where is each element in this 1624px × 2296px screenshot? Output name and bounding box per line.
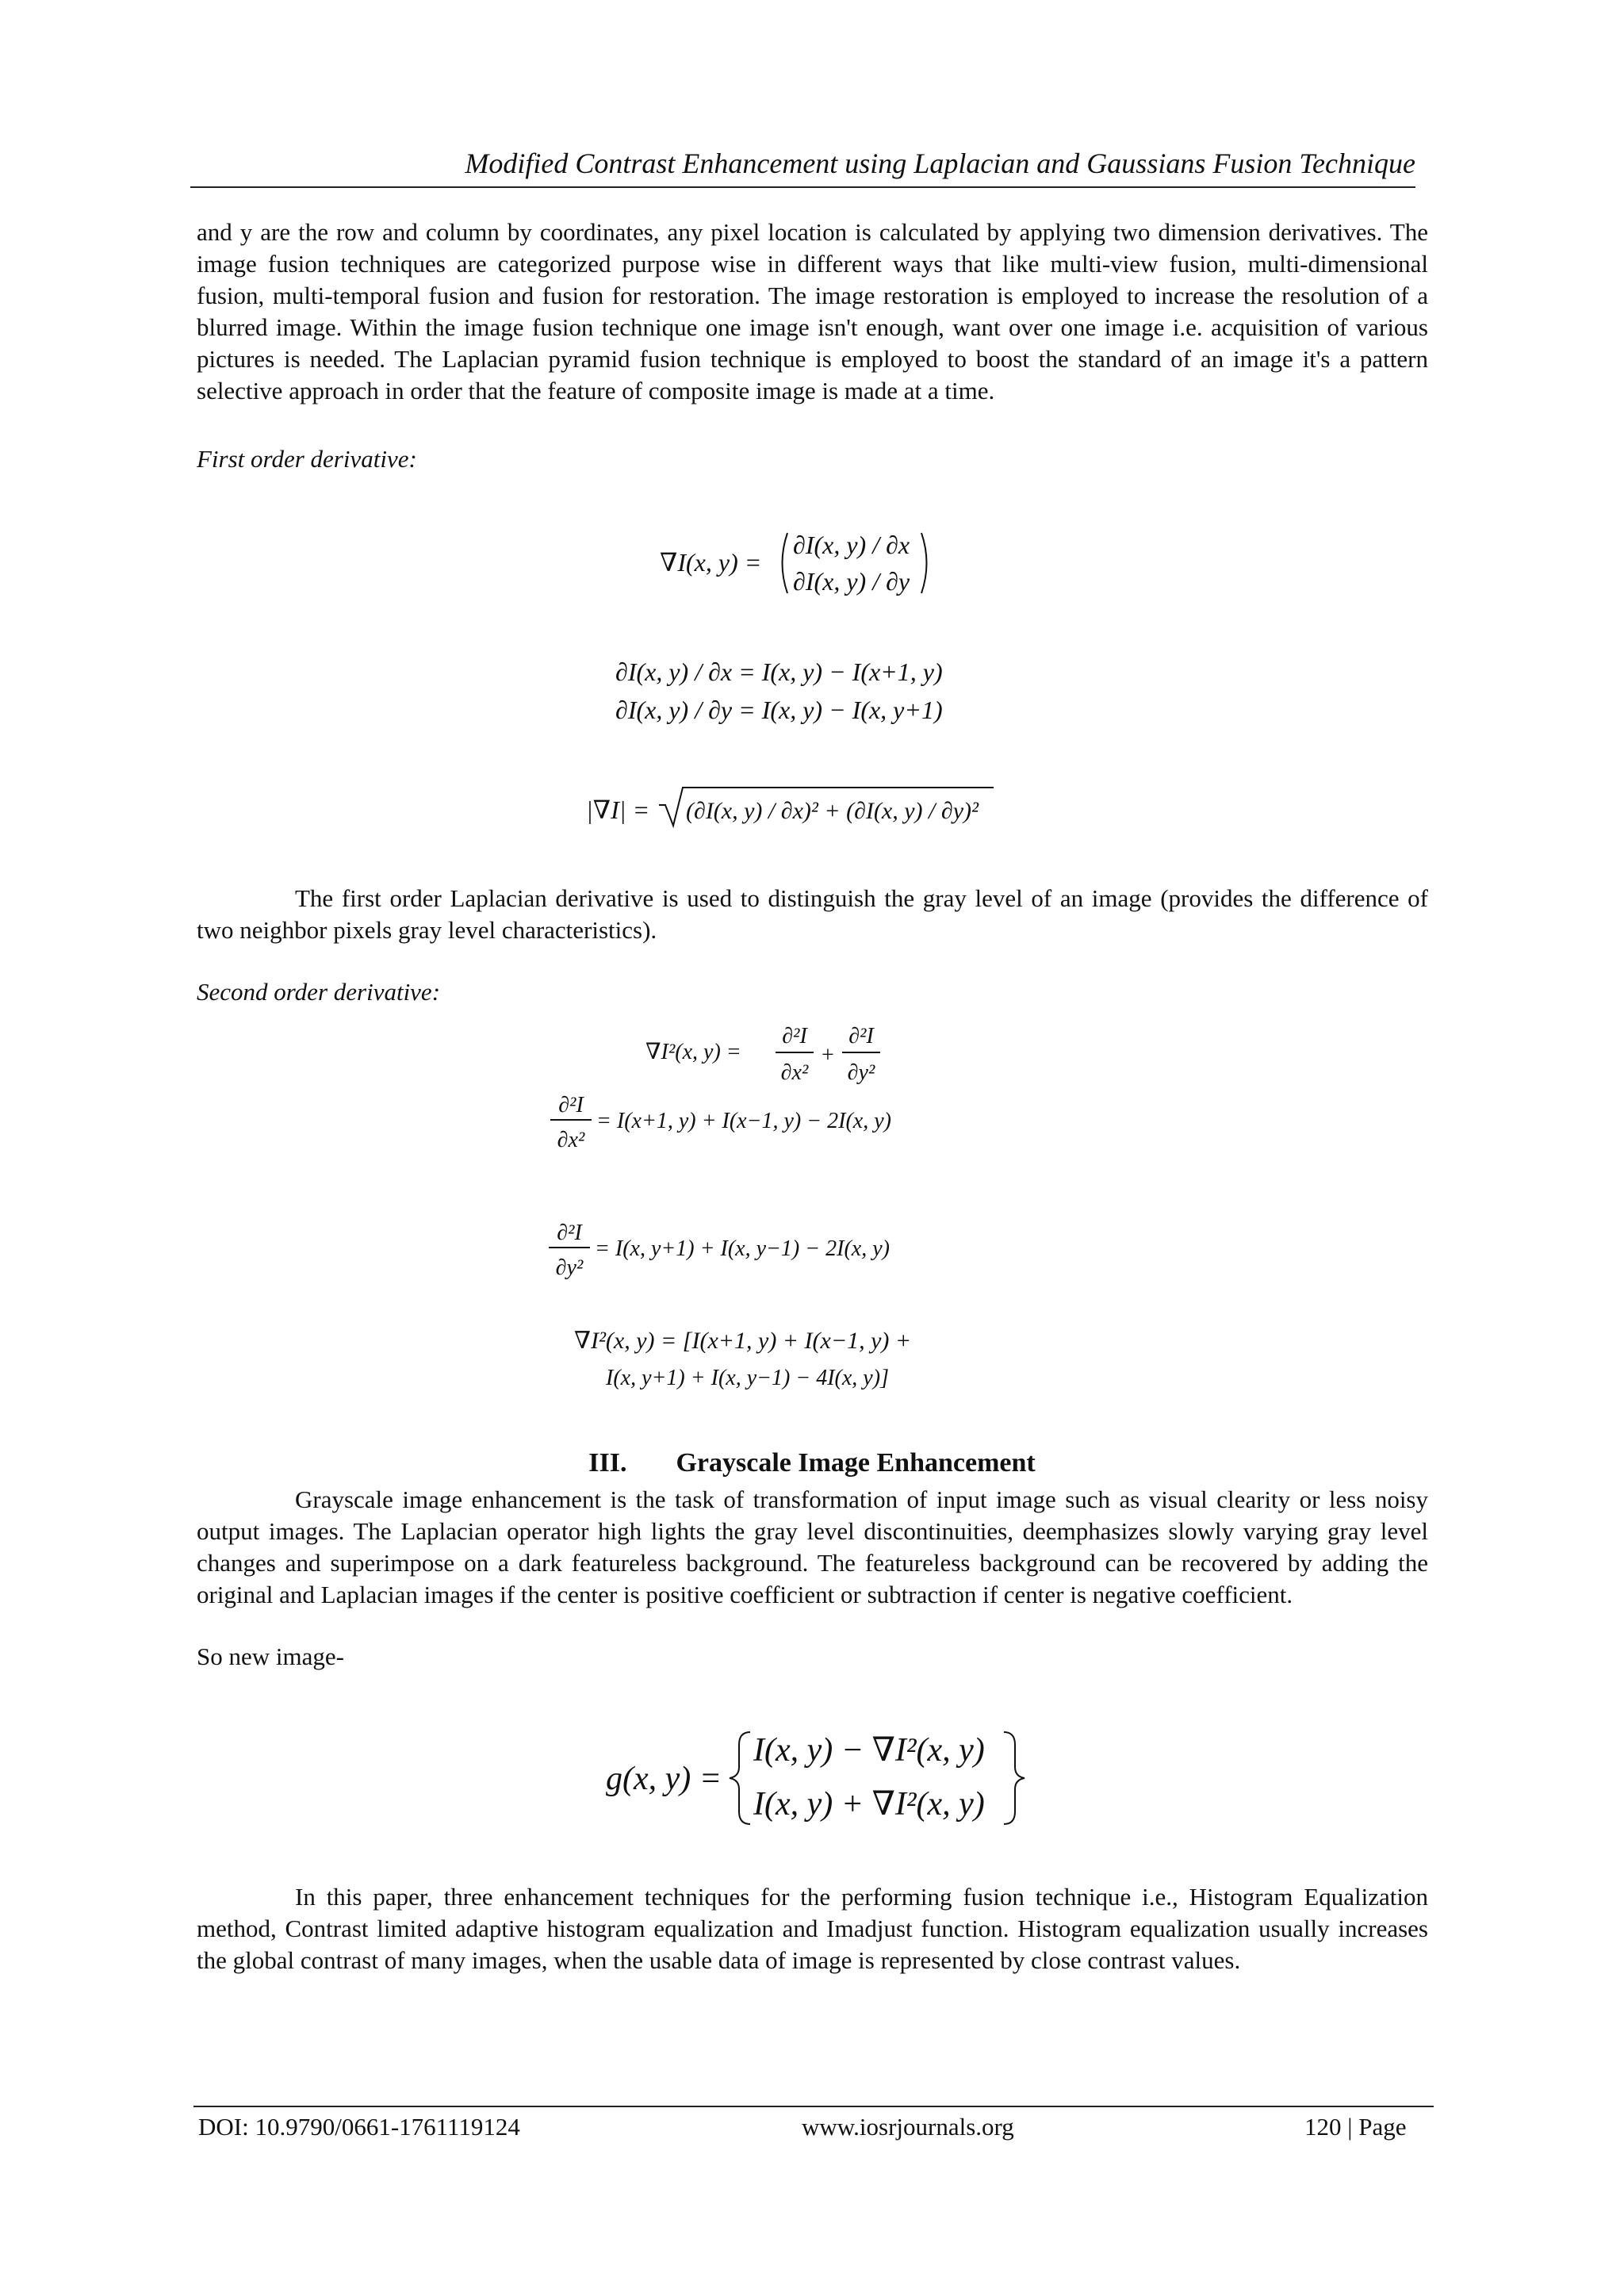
laplacian-lhs: ∇I²(x, y) = bbox=[645, 1040, 741, 1064]
equation-full-laplacian bbox=[571, 1317, 1015, 1396]
equation-second-derivative-y bbox=[542, 1216, 986, 1283]
d2y-denominator: ∂y² bbox=[555, 1255, 584, 1280]
dy-definition: ∂I(x, y) / ∂y = I(x, y) − I(x, y+1) bbox=[615, 696, 943, 724]
right-paren bbox=[921, 533, 927, 593]
dx-definition: ∂I(x, y) / ∂x = I(x, y) − I(x+1, y) bbox=[615, 657, 943, 686]
footer-rule bbox=[193, 2106, 1434, 2107]
equation-laplacian-definition bbox=[642, 1018, 904, 1097]
first-order-derivative-label: First order derivative: bbox=[197, 445, 417, 473]
d2y-rhs: = I(x, y+1) + I(x, y−1) − 2I(x, y) bbox=[595, 1236, 890, 1261]
section-title: Grayscale Image Enhancement bbox=[676, 1448, 1036, 1478]
footer-doi: DOI: 10.9790/0661-1761119124 bbox=[198, 2113, 520, 2141]
equation-gradient-vector bbox=[650, 523, 936, 603]
laplacian-plus: + bbox=[822, 1043, 834, 1068]
d2y-numerator: ∂²I bbox=[557, 1221, 582, 1245]
body-paragraph-2: The first order Laplacian derivative is used to distinguish the gray level of an image (provides the difference of two neighbor pixels gray level characteristics). bbox=[197, 884, 1428, 944]
new-image-row-2: I(x, y) + ∇I²(x, y) bbox=[753, 1786, 985, 1823]
laplacian-denominator-1: ∂x² bbox=[780, 1060, 809, 1085]
magnitude-lhs: |∇I| = bbox=[586, 795, 650, 824]
left-paren bbox=[783, 533, 788, 593]
full-laplacian-line-2: I(x, y+1) + I(x, y−1) − 4I(x, y)] bbox=[606, 1366, 889, 1390]
equation-gradient-magnitude bbox=[583, 781, 999, 833]
footer-page-number: 120 | Page bbox=[1304, 2113, 1407, 2141]
magnitude-rhs: (∂I(x, y) / ∂x)² + (∂I(x, y) / ∂y)² bbox=[686, 798, 979, 824]
gradient-lhs: ∇I(x, y) = bbox=[660, 548, 762, 577]
left-brace bbox=[730, 1732, 750, 1824]
gradient-row-1: ∂I(x, y) / ∂x bbox=[793, 531, 910, 559]
d2x-numerator: ∂²I bbox=[558, 1093, 584, 1117]
section-number: III. bbox=[588, 1448, 627, 1478]
new-image-label: So new image- bbox=[197, 1642, 344, 1670]
equation-finite-differences bbox=[609, 652, 990, 731]
d2x-denominator: ∂x² bbox=[557, 1128, 585, 1152]
laplacian-numerator-2: ∂²I bbox=[848, 1024, 874, 1048]
equation-second-derivative-x bbox=[544, 1088, 988, 1156]
body-paragraph-3: Grayscale image enhancement is the task of transformation of input image such as visual clearity or less noisy output images. The Laplacian operator high lights the gray level discontinuities, deemphasizes slowly varying gray level changes and superimpose on a dark featureless background. The featureless background can be recovered by adding the original and Laplacian images if the center is positive coefficient or subtraction if center is negative coefficient. bbox=[197, 1485, 1428, 1608]
right-brace bbox=[1004, 1732, 1025, 1824]
new-image-lhs: g(x, y) = bbox=[606, 1761, 722, 1797]
laplacian-denominator-2: ∂y² bbox=[847, 1060, 875, 1085]
new-image-row-1: I(x, y) − ∇I²(x, y) bbox=[753, 1732, 985, 1769]
running-header-title: Modified Contrast Enhancement using Laplacian and Gaussians Fusion Technique bbox=[465, 148, 1415, 179]
laplacian-numerator-1: ∂²I bbox=[782, 1024, 807, 1048]
section-heading bbox=[0, 1448, 1624, 1478]
header-rule bbox=[190, 186, 1415, 188]
d2x-rhs: = I(x+1, y) + I(x−1, y) − 2I(x, y) bbox=[596, 1109, 891, 1133]
body-paragraph-1: and y are the row and column by coordinates, any pixel location is calculated by applying two dimension derivatives. The image fusion techniques are categorized purpose wise in different ways that like multi-view fusion, multi-dimensional fusion, multi-temporal fusion and fusion for restoration. The image restoration is employed to increase the resolution of a blurred image. Within the image fusion technique one image isn't enough, want over one image i.e. acquisition of various pictures is needed. The Laplacian pyramid fusion technique is employed to boost the standard of an image it's a pattern selective approach in order that the feature of composite image is made at a time. bbox=[197, 218, 1428, 404]
full-laplacian-line-1: ∇I²(x, y) = [I(x+1, y) + I(x−1, y) + bbox=[574, 1328, 912, 1354]
body-paragraph-4: In this paper, three enhancement techniques for the performing fusion technique i.e., Histogram Equalization method, Contrast limited adaptive histogram equalization and Imadjust function. Histogram equalization usually increases the global contrast of many images, when the usable data of image is represented by close contrast values. bbox=[197, 1883, 1428, 1974]
equation-new-image bbox=[603, 1721, 1031, 1832]
gradient-row-2: ∂I(x, y) / ∂y bbox=[793, 567, 910, 596]
footer-website: www.iosrjournals.org bbox=[802, 2113, 1014, 2141]
second-order-derivative-label: Second order derivative: bbox=[197, 978, 441, 1006]
